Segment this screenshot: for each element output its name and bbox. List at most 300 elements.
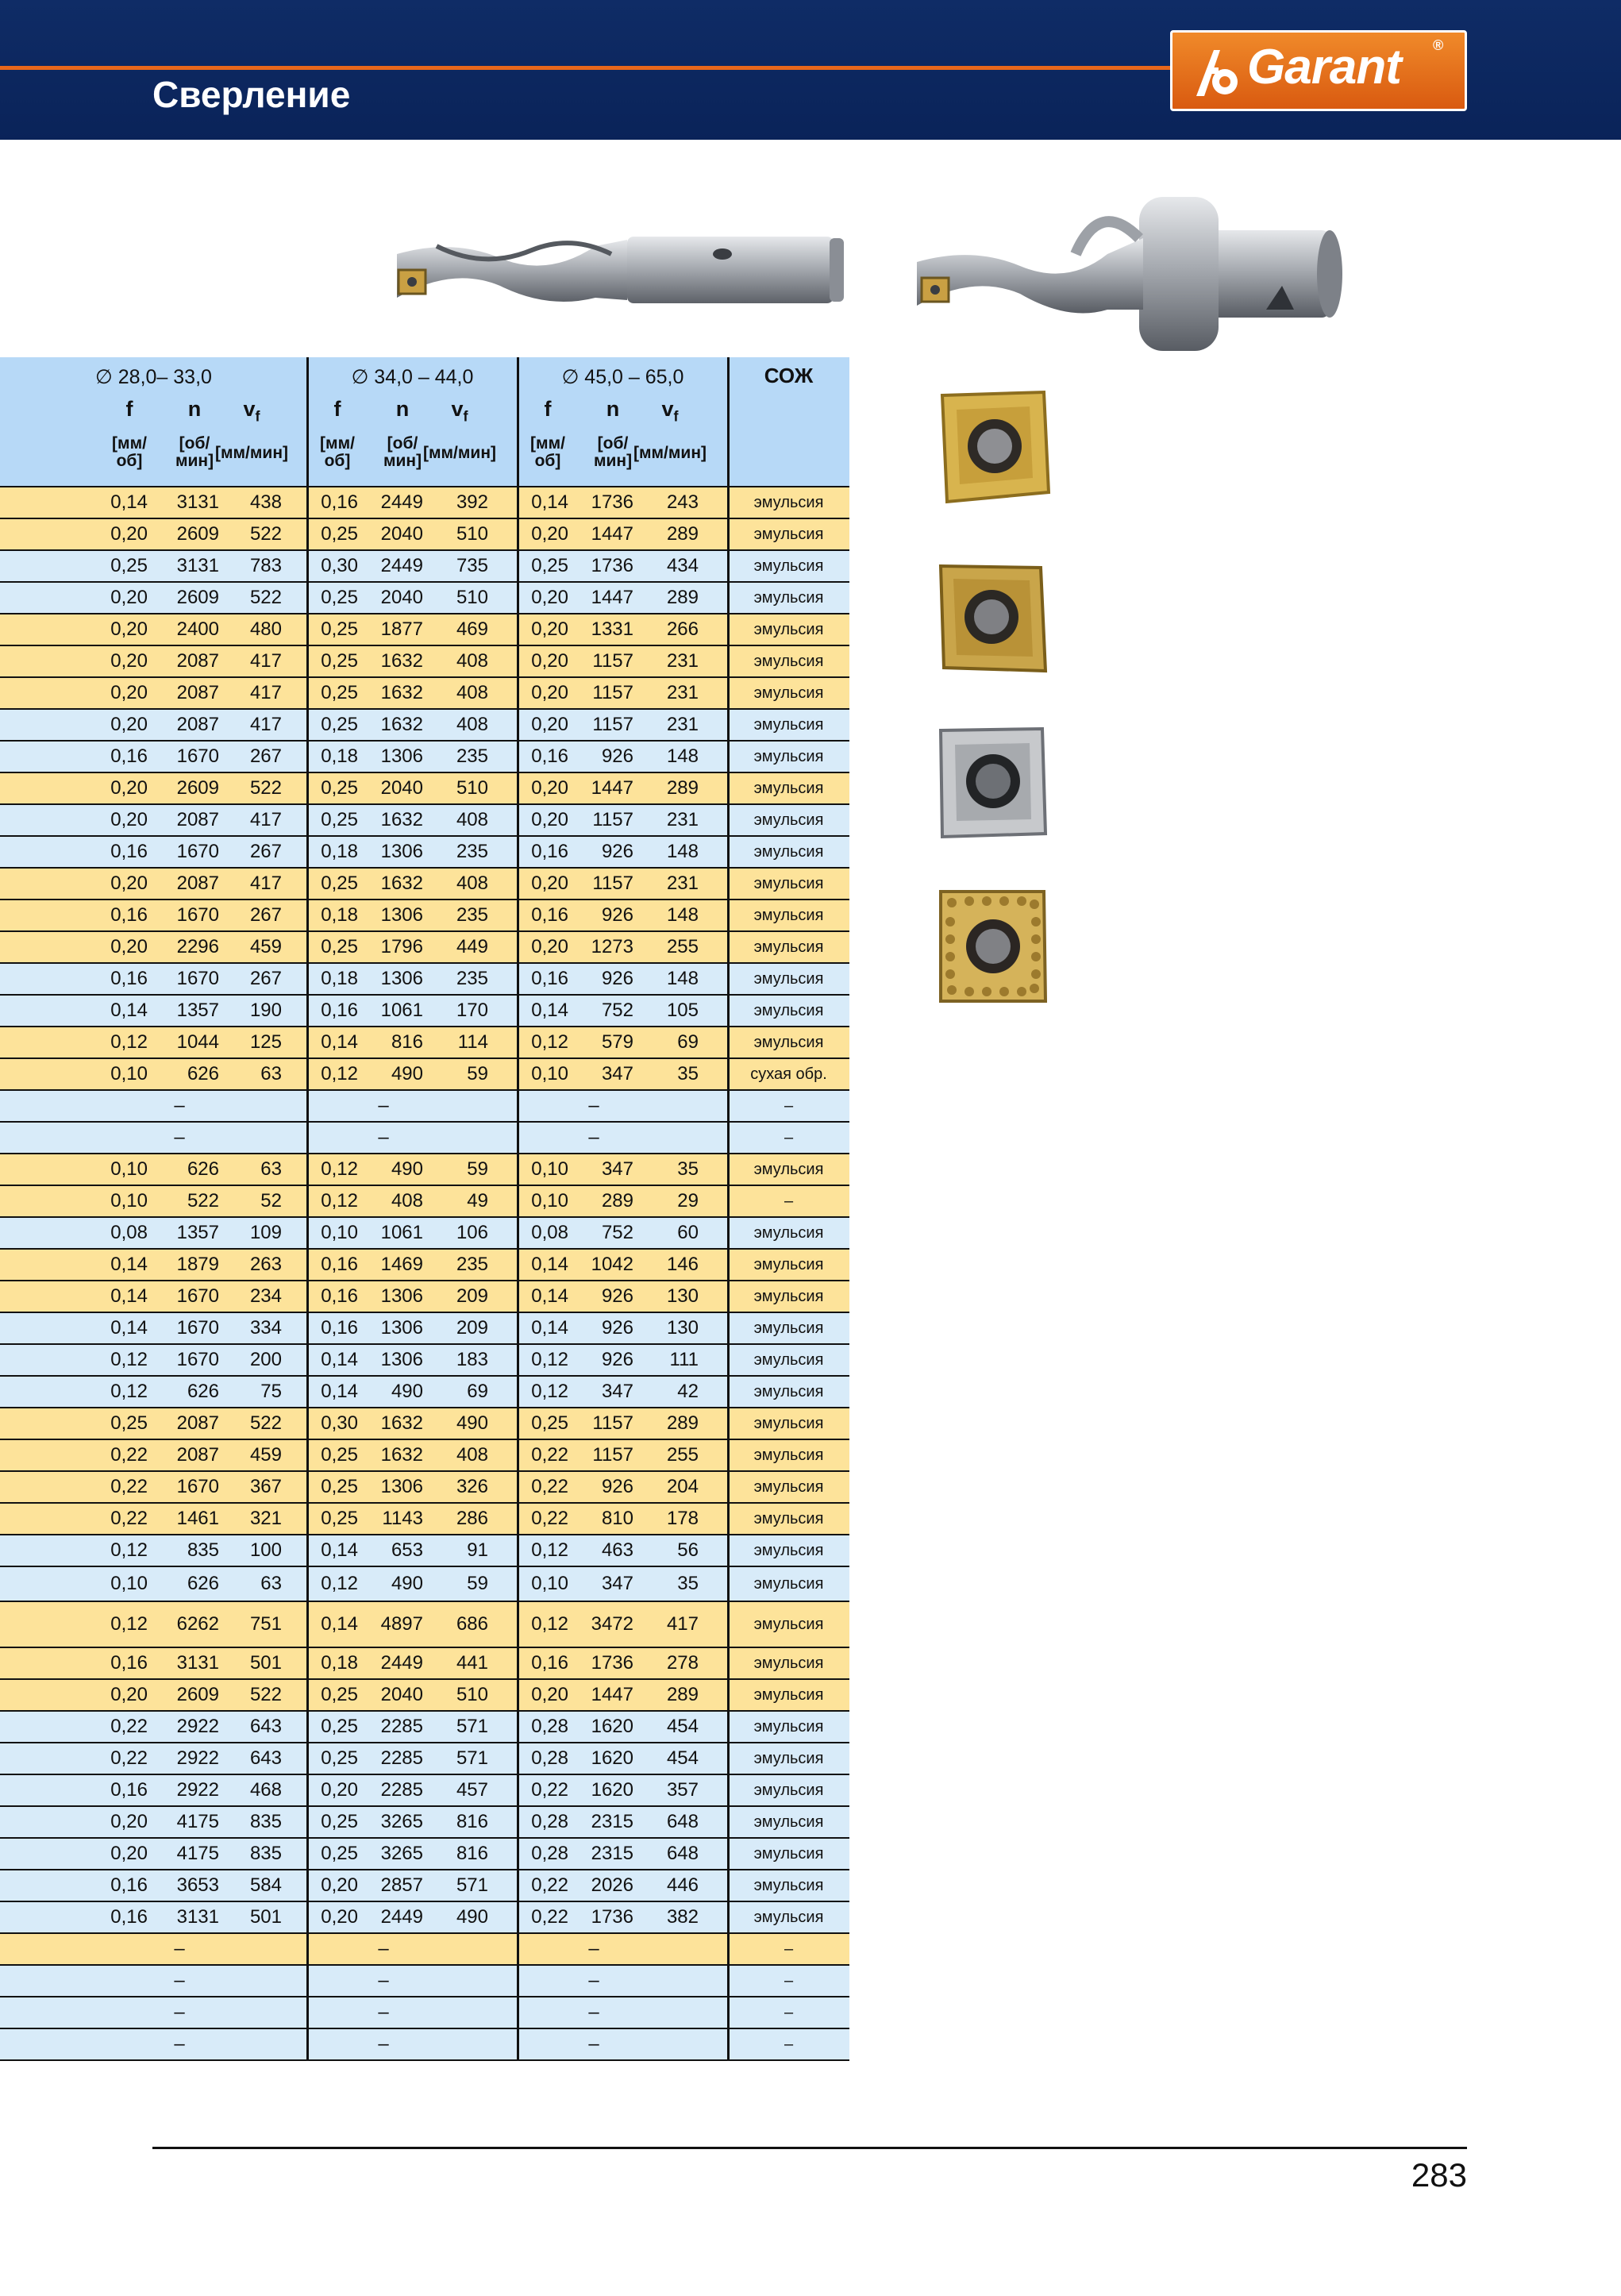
table-cell: 457: [456, 1779, 488, 1801]
table-cell: 490: [391, 1158, 423, 1180]
coolant-cell: сухая обр.: [750, 1065, 827, 1083]
coolant-cell: эмульсия: [753, 1160, 824, 1178]
table-cell: –: [588, 1970, 599, 1991]
table-row: [0, 1774, 849, 1805]
table-row: [0, 1601, 849, 1647]
table-cell: 178: [666, 1508, 699, 1529]
table-cell: 510: [456, 1684, 488, 1705]
table-cell: –: [378, 1938, 389, 1959]
table-cell: 35: [677, 1573, 699, 1594]
table-cell: 0,20: [531, 936, 568, 957]
table-cell: 63: [260, 1063, 282, 1084]
coolant-cell: эмульсия: [753, 811, 824, 829]
table-cell: 735: [456, 555, 488, 576]
table-cell: 0,20: [531, 1684, 568, 1705]
table-cell: 0,20: [110, 1811, 148, 1832]
table-cell: 926: [601, 904, 633, 926]
table-cell: [295, 1934, 358, 1964]
table-cell: 0,12: [321, 1190, 358, 1212]
table-cell: 1157: [592, 714, 633, 735]
table-cell: 2087: [176, 650, 219, 672]
column-unit: [об/ мин]: [383, 434, 422, 470]
table-cell: [425, 1123, 488, 1153]
table-cell: 408: [456, 873, 488, 894]
table-cell: 3472: [591, 1613, 633, 1635]
table-cell: 0,18: [321, 904, 358, 926]
table-row: [0, 1185, 849, 1216]
table-cell: 347: [601, 1158, 633, 1180]
table-cell: 0,14: [110, 1317, 148, 1339]
table-cell: 783: [249, 555, 282, 576]
table-cell: –: [174, 2001, 185, 2023]
coolant-cell: эмульсия: [753, 1287, 824, 1305]
table-cell: 0,16: [321, 1285, 358, 1307]
coolant-cell: эмульсия: [753, 1813, 824, 1831]
table-cell: [84, 1966, 148, 1996]
coolant-cell: эмульсия: [753, 969, 824, 988]
table-cell: 0,10: [321, 1222, 358, 1243]
table-cell: 0,22: [531, 1508, 568, 1529]
table-cell: 266: [666, 618, 699, 640]
table-cell: 0,20: [531, 650, 568, 672]
table-cell: 382: [666, 1906, 699, 1928]
column-divider: [517, 357, 519, 2059]
table-cell: 49: [467, 1190, 488, 1212]
table-cell: 408: [456, 650, 488, 672]
column-symbol-text: f: [333, 397, 341, 421]
table-row: [0, 740, 849, 772]
table-cell: 626: [187, 1573, 219, 1594]
table-cell: 0,28: [531, 1716, 568, 1737]
table-cell: 255: [666, 936, 699, 957]
table-cell: 1061: [380, 1222, 423, 1243]
coolant-cell: эмульсия: [753, 1717, 824, 1735]
table-cell: 490: [391, 1381, 423, 1402]
table-row: [0, 1964, 849, 1996]
table-cell: [84, 2029, 148, 2059]
logo-registered-mark: ®: [1433, 37, 1444, 53]
table-cell: 0,12: [531, 1613, 568, 1635]
table-cell: 0,14: [110, 1000, 148, 1021]
table-cell: 417: [249, 650, 282, 672]
table-cell: 1620: [591, 1747, 633, 1769]
table-cell: 1447: [591, 1684, 633, 1705]
table-cell: 571: [456, 1716, 488, 1737]
column-symbol: [98, 397, 161, 422]
table-cell: [295, 1091, 358, 1121]
table-cell: 357: [666, 1779, 699, 1801]
table-cell: 0,16: [531, 745, 568, 767]
table-row: [0, 613, 849, 645]
coolant-cell: эмульсия: [753, 906, 824, 924]
table-cell: 0,22: [110, 1747, 148, 1769]
table-row: [0, 486, 849, 518]
table-cell: 263: [249, 1254, 282, 1275]
table-cell: 0,28: [531, 1811, 568, 1832]
table-cell: 0,16: [110, 968, 148, 989]
table-cell: 204: [666, 1476, 699, 1497]
table-cell: 441: [456, 1652, 488, 1674]
table-cell: 289: [666, 777, 699, 799]
coolant-cell: эмульсия: [753, 557, 824, 575]
column-symbol-text: n: [395, 397, 410, 421]
table-cell: 0,25: [321, 618, 358, 640]
table-cell: [425, 1966, 488, 1996]
column-unit: [мм/мин]: [214, 444, 289, 462]
table-cell: 231: [666, 873, 699, 894]
table-cell: 130: [666, 1317, 699, 1339]
table-cell: 0,16: [321, 491, 358, 513]
table-cell: 0,20: [531, 587, 568, 608]
table-cell: 60: [677, 1222, 699, 1243]
table-cell: 490: [456, 1906, 488, 1928]
table-cell: 111: [669, 1349, 699, 1370]
table-cell: 0,10: [110, 1190, 148, 1212]
table-cell: 3265: [380, 1811, 423, 1832]
table-cell: 1306: [380, 745, 423, 767]
coolant-cell: эмульсия: [753, 1509, 824, 1527]
table-cell: 0,10: [110, 1063, 148, 1084]
coolant-header: СОЖ: [764, 364, 814, 387]
table-cell: 1879: [176, 1254, 219, 1275]
table-cell: –: [378, 1127, 389, 1148]
table-row: [0, 1057, 849, 1089]
footer-rule: [152, 2147, 1467, 2149]
table-cell: 0,08: [531, 1222, 568, 1243]
table-cell: 0,14: [531, 1317, 568, 1339]
table-cell: 2087: [176, 873, 219, 894]
table-row: [0, 835, 849, 867]
table-cell: [505, 1934, 568, 1964]
table-cell: 522: [249, 523, 282, 545]
table-cell: 510: [456, 777, 488, 799]
table-cell: 417: [249, 714, 282, 735]
table-cell: 2040: [380, 1684, 423, 1705]
table-cell: [635, 2029, 699, 2059]
table-cell: –: [174, 1938, 185, 1959]
table-cell: 1157: [592, 682, 633, 703]
table-cell: 579: [601, 1031, 633, 1053]
table-cell: 459: [249, 1444, 282, 1466]
table-row: [0, 2028, 849, 2059]
table-cell: 490: [391, 1063, 423, 1084]
table-cell: [84, 1091, 148, 1121]
table-cell: 1447: [591, 587, 633, 608]
table-cell: [218, 1934, 282, 1964]
table-cell: 0,25: [321, 1716, 358, 1737]
table-row: [0, 1869, 849, 1901]
table-row: [0, 1901, 849, 1932]
table-cell: 0,10: [531, 1158, 568, 1180]
table-cell: 1306: [380, 1285, 423, 1307]
table-cell: 1877: [380, 618, 423, 640]
table-cell: 235: [456, 904, 488, 926]
table-cell: 347: [601, 1573, 633, 1594]
table-cell: 1736: [591, 555, 633, 576]
table-cell: 3653: [176, 1874, 219, 1896]
table-cell: 446: [666, 1874, 699, 1896]
table-cell: 490: [391, 1573, 423, 1594]
table-cell: 69: [467, 1381, 488, 1402]
table-cell: 0,12: [531, 1539, 568, 1561]
table-cell: 0,16: [110, 841, 148, 862]
table-row: [0, 994, 849, 1026]
table-cell: 2315: [591, 1811, 633, 1832]
table-cell: 0,20: [531, 682, 568, 703]
table-cell: 0,25: [321, 873, 358, 894]
table-cell: 170: [456, 1000, 488, 1021]
table-row: [0, 1534, 849, 1566]
table-cell: 289: [666, 523, 699, 545]
table-cell: 148: [666, 904, 699, 926]
table-cell: 0,14: [321, 1613, 358, 1635]
table-cell: 148: [666, 841, 699, 862]
table-cell: 0,20: [110, 714, 148, 735]
table-cell: 459: [249, 936, 282, 957]
table-row: [0, 1216, 849, 1248]
table-cell: 1632: [380, 1444, 423, 1466]
table-cell: 408: [456, 1444, 488, 1466]
table-cell: 0,22: [110, 1508, 148, 1529]
table-cell: 1061: [380, 1000, 423, 1021]
table-cell: 1670: [176, 1349, 219, 1370]
table-cell: 816: [456, 1843, 488, 1864]
coolant-cell: эмульсия: [753, 938, 824, 956]
table-cell: 326: [456, 1476, 488, 1497]
table-row: [0, 1647, 849, 1678]
table-cell: 1632: [380, 809, 423, 830]
diameter-group-3: ∅ 45,0 – 65,0: [561, 366, 684, 388]
table-cell: 1306: [380, 1317, 423, 1339]
table-cell: 1632: [380, 650, 423, 672]
table-cell: 0,18: [321, 968, 358, 989]
table-cell: 1469: [380, 1254, 423, 1275]
table-cell: –: [378, 1095, 389, 1116]
table-cell: 408: [456, 682, 488, 703]
table-cell: [84, 1997, 148, 2028]
table-cell: 926: [601, 1476, 633, 1497]
table-cell: 0,20: [110, 936, 148, 957]
table-cell: 480: [249, 618, 282, 640]
table-cell: –: [588, 1095, 599, 1116]
header-accent-line: [0, 66, 1175, 70]
table-cell: 59: [467, 1158, 488, 1180]
table-cell: 190: [249, 1000, 282, 1021]
table-cell: 105: [666, 1000, 699, 1021]
table-cell: 417: [666, 1613, 699, 1635]
table-cell: 0,22: [531, 1906, 568, 1928]
table-cell: 1306: [380, 968, 423, 989]
table-cell: 2315: [591, 1843, 633, 1864]
coolant-cell: –: [784, 1940, 794, 1958]
table-cell: 1157: [592, 1444, 633, 1466]
table-cell: 2040: [380, 587, 423, 608]
coolant-cell: –: [784, 2003, 794, 2021]
table-cell: 0,14: [110, 491, 148, 513]
table-cell: 417: [249, 809, 282, 830]
table-cell: 0,20: [531, 777, 568, 799]
table-cell: 0,25: [321, 714, 358, 735]
table-cell: 2922: [176, 1779, 219, 1801]
table-cell: 0,20: [531, 523, 568, 545]
table-cell: 510: [456, 523, 488, 545]
table-cell: 571: [456, 1747, 488, 1769]
table-cell: 0,18: [321, 745, 358, 767]
table-cell: 289: [601, 1190, 633, 1212]
column-unit: [мм/мин]: [633, 444, 707, 462]
table-row: [0, 899, 849, 930]
coolant-cell: эмульсия: [753, 588, 824, 607]
coolant-cell: –: [784, 1128, 794, 1146]
table-cell: [505, 1123, 568, 1153]
table-cell: 1143: [382, 1508, 423, 1529]
table-row: [0, 1502, 849, 1534]
table-cell: 1632: [380, 714, 423, 735]
table-cell: 75: [260, 1381, 282, 1402]
column-divider: [306, 357, 309, 2059]
table-cell: 0,12: [321, 1063, 358, 1084]
table-cell: 816: [391, 1031, 423, 1053]
page-number: 283: [1411, 2156, 1467, 2194]
table-cell: [218, 2029, 282, 2059]
table-row: [0, 518, 849, 549]
table-cell: 522: [249, 777, 282, 799]
table-cell: 235: [456, 968, 488, 989]
table-cell: 231: [666, 682, 699, 703]
coolant-cell: эмульсия: [753, 1001, 824, 1019]
table-cell: 648: [666, 1811, 699, 1832]
table-cell: 0,16: [531, 1652, 568, 1674]
table-cell: 0,25: [321, 1843, 358, 1864]
table-cell: 392: [456, 491, 488, 513]
table-cell: 0,28: [531, 1843, 568, 1864]
table-bottom-border: [0, 2059, 849, 2061]
column-unit: [об/ мин]: [175, 434, 214, 470]
table-cell: 2400: [176, 618, 219, 640]
table-cell: 648: [666, 1843, 699, 1864]
coolant-cell: эмульсия: [753, 620, 824, 638]
table-cell: 643: [249, 1716, 282, 1737]
table-cell: 0,10: [531, 1190, 568, 1212]
table-cell: 334: [249, 1317, 282, 1339]
table-cell: 2449: [380, 1652, 423, 1674]
table-cell: 1670: [176, 1476, 219, 1497]
table-cell: 0,12: [110, 1381, 148, 1402]
table-cell: 1042: [591, 1254, 633, 1275]
table-cell: 926: [601, 745, 633, 767]
insert-image-gold-serrated: [933, 885, 1052, 1008]
table-cell: 0,25: [321, 523, 358, 545]
table-cell: 0,22: [110, 1716, 148, 1737]
column-symbol-text: v: [451, 397, 464, 421]
table-cell: 2285: [380, 1747, 423, 1769]
table-cell: 0,14: [110, 1285, 148, 1307]
table-cell: 0,25: [321, 1747, 358, 1769]
garant-logo: [1170, 30, 1467, 111]
column-symbol: [220, 397, 283, 425]
table-cell: 234: [249, 1285, 282, 1307]
table-cell: 0,22: [531, 1874, 568, 1896]
table-cell: 0,12: [531, 1349, 568, 1370]
coolant-cell: эмульсия: [753, 1255, 824, 1273]
table-cell: 1447: [591, 523, 633, 545]
coolant-cell: эмульсия: [753, 1319, 824, 1337]
coolant-cell: эмульсия: [753, 1844, 824, 1863]
table-cell: 114: [457, 1031, 488, 1053]
coolant-cell: –: [784, 1096, 794, 1115]
diameter-group-2: ∅ 34,0 – 44,0: [351, 366, 474, 388]
table-cell: –: [588, 1127, 599, 1148]
table-cell: 2087: [176, 682, 219, 703]
table-cell: 522: [187, 1190, 219, 1212]
coolant-cell: эмульсия: [753, 1446, 824, 1464]
table-cell: 267: [249, 904, 282, 926]
table-cell: 0,25: [321, 1811, 358, 1832]
table-cell: 278: [666, 1652, 699, 1674]
coolant-cell: эмульсия: [753, 1382, 824, 1400]
table-cell: 0,16: [110, 1779, 148, 1801]
column-symbol-text: v: [243, 397, 256, 421]
table-cell: 235: [456, 1254, 488, 1275]
table-cell: 209: [456, 1317, 488, 1339]
table-cell: [295, 2029, 358, 2059]
table-cell: 0,20: [110, 777, 148, 799]
table-cell: 0,12: [110, 1349, 148, 1370]
table-cell: 2087: [176, 714, 219, 735]
column-unit: [мм/ об]: [112, 434, 147, 470]
table-cell: 267: [249, 968, 282, 989]
coolant-cell: эмульсия: [753, 1685, 824, 1704]
table-cell: 91: [467, 1539, 488, 1561]
coolant-cell: эмульсия: [753, 652, 824, 670]
table-row: [0, 645, 849, 676]
table-cell: 0,16: [110, 1652, 148, 1674]
table-cell: 926: [601, 1349, 633, 1370]
coolant-cell: эмульсия: [753, 842, 824, 861]
table-cell: 686: [456, 1613, 488, 1635]
table-cell: [505, 1966, 568, 1996]
table-cell: 0,20: [531, 618, 568, 640]
coolant-cell: эмульсия: [753, 1033, 824, 1051]
table-row: [0, 708, 849, 740]
table-cell: 209: [456, 1285, 488, 1307]
table-cell: 2609: [176, 523, 219, 545]
table-row: [0, 1996, 849, 2028]
table-cell: 1632: [380, 682, 423, 703]
table-cell: 1357: [176, 1222, 219, 1243]
column-symbol: [638, 397, 702, 425]
table-row: [0, 772, 849, 803]
table-cell: –: [588, 2001, 599, 2023]
table-cell: 35: [677, 1158, 699, 1180]
table-cell: 0,20: [110, 809, 148, 830]
table-cell: 0,20: [110, 650, 148, 672]
table-cell: 1157: [592, 1412, 633, 1434]
table-cell: 0,20: [531, 873, 568, 894]
table-cell: 626: [187, 1381, 219, 1402]
table-cell: 0,14: [531, 1285, 568, 1307]
table-cell: 6262: [176, 1613, 219, 1635]
column-symbol-subscript: f: [255, 408, 260, 425]
table-cell: 0,14: [531, 491, 568, 513]
table-row: [0, 1375, 849, 1407]
table-cell: 2040: [380, 523, 423, 545]
table-cell: 835: [249, 1811, 282, 1832]
table-cell: 4175: [176, 1843, 219, 1864]
table-cell: 0,16: [110, 1906, 148, 1928]
table-cell: 289: [666, 1412, 699, 1434]
logo-text: Garant: [1247, 40, 1401, 94]
